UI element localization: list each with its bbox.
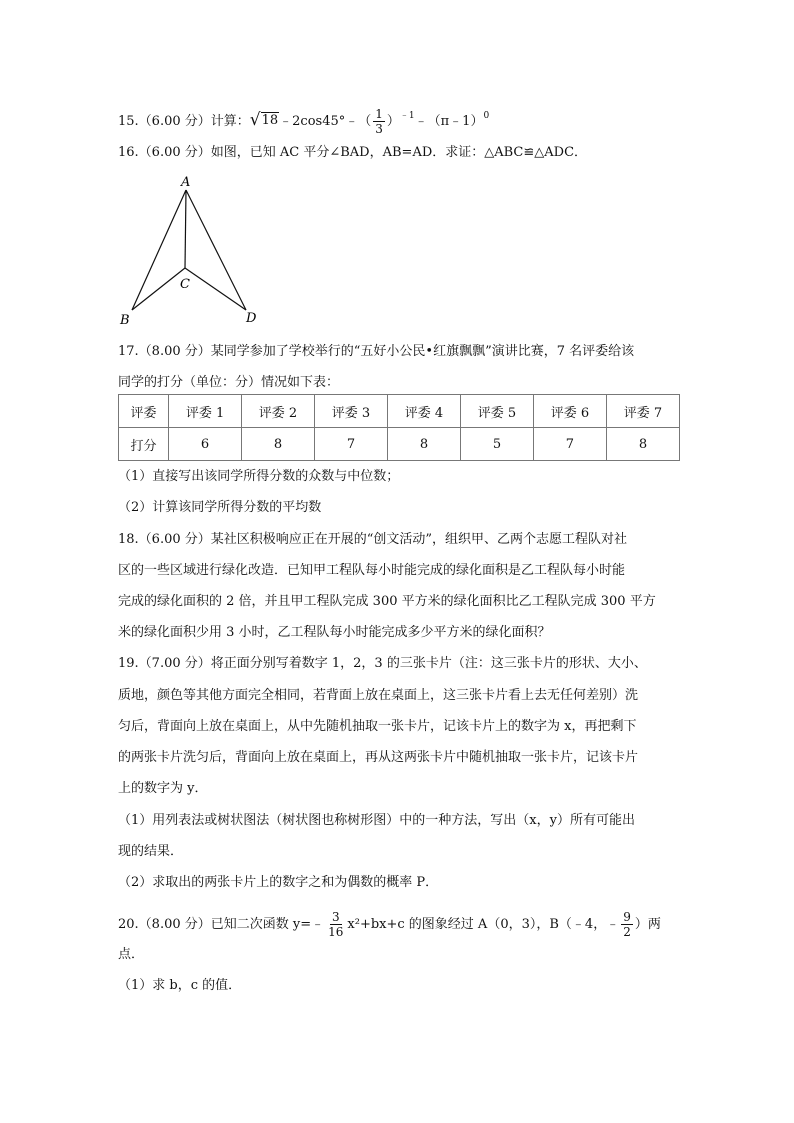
q19-sub1-line1: （1）用列表法或树状图法（树状图也称树形图）中的一种方法，写出（x，y）所有可能出 — [118, 813, 635, 828]
sqrt-content: 18 — [261, 113, 279, 128]
q15-tail: ﹣（π﹣1） — [414, 114, 484, 129]
q20-mid: x²+bx+c 的图象经过 A（0，3），B（﹣4，﹣ — [347, 917, 620, 932]
table-cell: 5 — [460, 428, 533, 461]
segment-ad — [186, 190, 246, 310]
table-cell: 7 — [315, 428, 388, 461]
table-row — [119, 428, 680, 461]
table-cell: 评委 7 — [606, 395, 679, 428]
q15-frac-den: 3 — [375, 122, 383, 136]
q20-fraction-1 — [326, 910, 345, 939]
q15-exp2: 0 — [483, 111, 490, 121]
q18-line: 米的绿化面积少用 3 小时，乙工程队每小时能完成多少平方米的绿化面积？ — [118, 625, 551, 640]
q17-line2: 同学的打分（单位：分）情况如下表： — [118, 375, 340, 390]
q20-frac2-den: 2 — [623, 925, 631, 939]
q15-mid: ﹣2cos45°﹣（ — [279, 114, 372, 129]
q19-line: 的两张卡片洗匀后，背面向上放在桌面上，再从这两张卡片中随机抽取一张卡片，记该卡片 — [118, 750, 639, 765]
sqrt-expression — [250, 112, 279, 129]
q19-line: 上的数字为 y． — [118, 781, 208, 796]
label-b: B — [120, 313, 130, 328]
q15-fraction — [373, 107, 385, 136]
table-cell: 6 — [169, 428, 242, 461]
segment-ac — [185, 190, 186, 268]
q19-line: 19.（7.00 分）将正面分别写着数字 1，2，3 的三张卡片（注：这三张卡片的形状、大小、 — [118, 656, 647, 671]
q19-line: 匀后，背面向上放在桌面上，从中先随机抽取一张卡片，记该卡片上的数字为 x，再把剩下 — [118, 719, 637, 734]
label-d: D — [246, 311, 257, 326]
q20-head: 20.（8.00 分）已知二次函数 y=﹣ — [118, 917, 325, 932]
q16-text: 16.（6.00 分）如图，已知 AC 平分∠BAD，AB=AD．求证：△ABC≌△ADC． — [118, 145, 588, 160]
segment-ab — [132, 190, 186, 310]
q20-tail: ）两 — [634, 917, 661, 932]
q20-frac1-num: 3 — [331, 910, 340, 924]
q17-sub1: （1）直接写出该同学所得分数的众数与中位数； — [118, 469, 400, 484]
q15-head: 15.（6.00 分）计算： — [118, 114, 250, 129]
table-cell: 8 — [606, 428, 679, 461]
table-cell: 评委 3 — [315, 395, 388, 428]
table-cell: 评委 2 — [242, 395, 315, 428]
q15-exp1: ﹣1 — [399, 111, 415, 121]
q18-line: 区的一些区域进行绿化改造．已知甲工程队每小时能完成的绿化面积是乙工程队每小时能 — [118, 563, 626, 578]
table-cell: 评委 6 — [533, 395, 606, 428]
table-header-row — [119, 395, 680, 428]
sqrt-sign: √ — [249, 110, 261, 130]
score-table — [118, 394, 680, 461]
table-cell: 评委 1 — [169, 395, 242, 428]
triangle-figure — [112, 172, 272, 332]
label-c: C — [180, 277, 190, 292]
q15-frac-num: 1 — [375, 107, 383, 121]
segment-bc — [132, 268, 185, 310]
q20-fraction-2 — [621, 910, 633, 939]
q19-sub1-line2: 现的结果． — [118, 844, 184, 859]
q18-line: 完成的绿化面积的 2 倍，并且甲工程队完成 300 平方米的绿化面积比乙工程队完成 300 平方 — [118, 594, 656, 609]
table-cell: 评委 5 — [460, 395, 533, 428]
q18-line: 18.（6.00 分）某社区积极响应正在开展的“创文活动”，组织甲、乙两个志愿工程队对社 — [118, 532, 628, 547]
q20-line2: 点． — [118, 947, 145, 962]
q20-sub1: （1）求 b，c 的值． — [118, 978, 242, 993]
table-cell: 评委 — [119, 395, 169, 428]
segment-cd — [185, 268, 246, 310]
q20-line1 — [118, 910, 661, 939]
q17-line1: 17.（8.00 分）某同学参加了学校举行的“五好小公民•红旗飘飘”演讲比赛，7 名评委给该 — [118, 344, 635, 359]
table-cell: 评委 4 — [387, 395, 460, 428]
q19-line: 质地，颜色等其他方面完全相同，若背面上放在桌面上，这三张卡片看上去无任何差别）洗 — [118, 688, 639, 703]
table-cell: 8 — [242, 428, 315, 461]
q15-line — [118, 106, 489, 136]
label-a: A — [181, 175, 191, 190]
q20-frac1-den: 16 — [328, 925, 344, 939]
table-cell: 打分 — [119, 428, 169, 461]
q15-after-frac: ） — [386, 114, 400, 129]
q19-sub2: （2）求取出的两张卡片上的数字之和为偶数的概率 P． — [118, 875, 439, 890]
table-cell: 7 — [533, 428, 606, 461]
q20-frac2-num: 9 — [623, 910, 631, 924]
table-cell: 8 — [387, 428, 460, 461]
q17-sub2: （2）计算该同学所得分数的平均数 — [118, 500, 322, 515]
